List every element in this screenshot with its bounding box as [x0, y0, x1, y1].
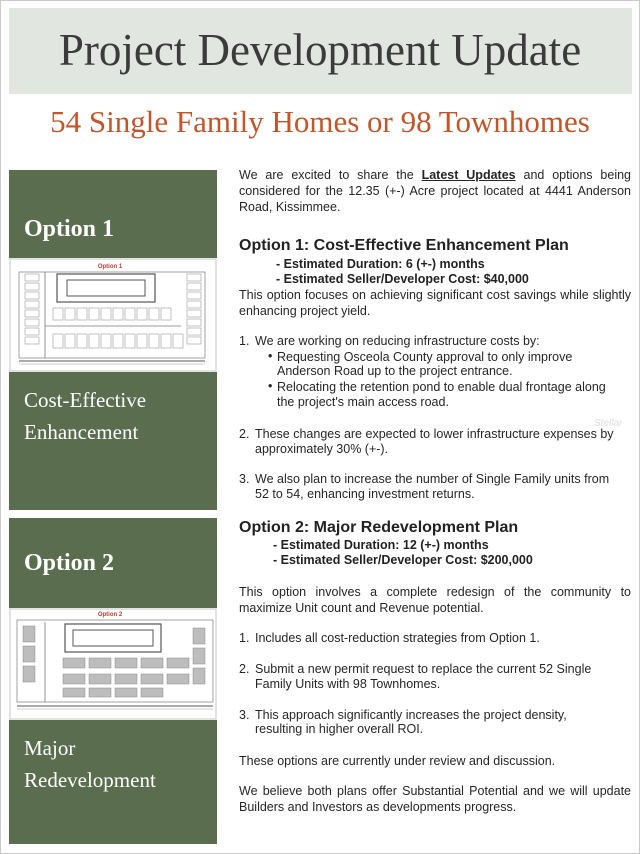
option1-label: Option 1 — [24, 216, 115, 242]
option2-desc-line2: Redevelopment — [24, 768, 156, 792]
option1-item1-number: 1. — [239, 334, 250, 348]
bullet-icon: • — [268, 349, 273, 363]
option1-bullet1-line1: Requesting Osceola County approval to only improve — [277, 350, 573, 364]
intro-before: We are excited to share the — [239, 168, 422, 182]
intro-after: and options being considered for the 12.35 (+-) Acre project located at 4441 Anderson Road, Kissimmee. — [239, 168, 632, 214]
site-plan-drawing-1 — [9, 258, 217, 372]
option1-bullet2-line2: the project's main access road. — [277, 395, 449, 409]
bullet-icon: • — [268, 379, 273, 393]
option1-description — [24, 384, 146, 448]
option2-desc-line1: Major — [24, 736, 76, 760]
watermark: Stellar — [594, 418, 623, 429]
closing-line1: These options are currently under review and discussion. — [239, 754, 556, 768]
option1-site-plan — [9, 258, 217, 372]
option1-item2-number: 2. — [239, 427, 250, 441]
closing-line2: We believe both plans offer Substantial Potential and we will update Builders and Investors as developments progress. — [239, 784, 631, 814]
option2-description-panel — [9, 720, 217, 844]
option2-label-panel — [9, 518, 217, 608]
option2-item1: Includes all cost-reduction strategies from Option 1. — [255, 631, 540, 645]
option1-item2-line2: approximately 30% (+-). — [255, 442, 389, 456]
latest-updates-link: Latest Updates — [421, 168, 516, 182]
option2-item3-line2: resulting in higher overall ROI. — [255, 722, 424, 736]
option1-bullet2-line1: Relocating the retention pond to enable dual frontage along — [277, 380, 606, 394]
option2-item3-line1: This approach significantly increases the project density, — [255, 708, 567, 722]
option1-cost: - Estimated Seller/Developer Cost: $40,000 — [276, 272, 529, 286]
option1-summary: This option focuses on achieving significant cost savings while slightly enhancing project yield. — [239, 288, 631, 318]
option1-label-panel — [9, 170, 217, 258]
option2-summary: This option involves a complete redesign of the community to maximize Unit count and Revenue potential. — [239, 585, 631, 615]
option2-label: Option 2 — [24, 550, 115, 576]
option1-item2-line1: These changes are expected to lower infrastructure expenses by — [255, 427, 614, 441]
option1-desc-line1: Cost-Effective — [24, 388, 147, 412]
option1-item3-number: 3. — [239, 472, 250, 486]
option2-item2-line2: Family Units with 98 Townhomes. — [255, 677, 441, 691]
option2-duration: - Estimated Duration: 12 (+-) months — [273, 538, 489, 552]
option1-duration: - Estimated Duration: 6 (+-) months — [276, 257, 485, 271]
plan2-tag: Option 2 — [97, 612, 123, 618]
site-plan-drawing-2 — [9, 608, 217, 720]
option2-description — [24, 732, 156, 796]
plan1-tag: Option 1 — [97, 264, 123, 270]
option1-desc-line2: Enhancement — [24, 420, 139, 444]
intro-paragraph — [239, 167, 631, 215]
option1-bullet1-line2: Anderson Road up to the project entrance. — [277, 364, 513, 378]
option2-item2-line1: Submit a new permit request to replace the current 52 Single — [255, 662, 592, 676]
option1-heading: Option 1: Cost-Effective Enhancement Plan — [239, 237, 569, 254]
option1-item3-line2: 52 to 54, enhancing investment returns. — [255, 487, 475, 501]
option1-item1: We are working on reducing infrastructure costs by: — [255, 334, 540, 348]
option2-item3-number: 3. — [239, 708, 250, 722]
option1-description-panel — [9, 372, 217, 510]
option2-site-plan — [9, 608, 217, 720]
page-title: Project Development Update — [58, 25, 582, 75]
option2-heading: Option 2: Major Redevelopment Plan — [239, 519, 519, 536]
option2-item1-number: 1. — [239, 631, 250, 645]
option2-cost: - Estimated Seller/Developer Cost: $200,000 — [273, 553, 533, 567]
option1-item3-line1: We also plan to increase the number of Single Family units from — [255, 472, 610, 486]
page-subtitle: 54 Single Family Homes or 98 Townhomes — [50, 104, 590, 139]
option2-item2-number: 2. — [239, 662, 250, 676]
